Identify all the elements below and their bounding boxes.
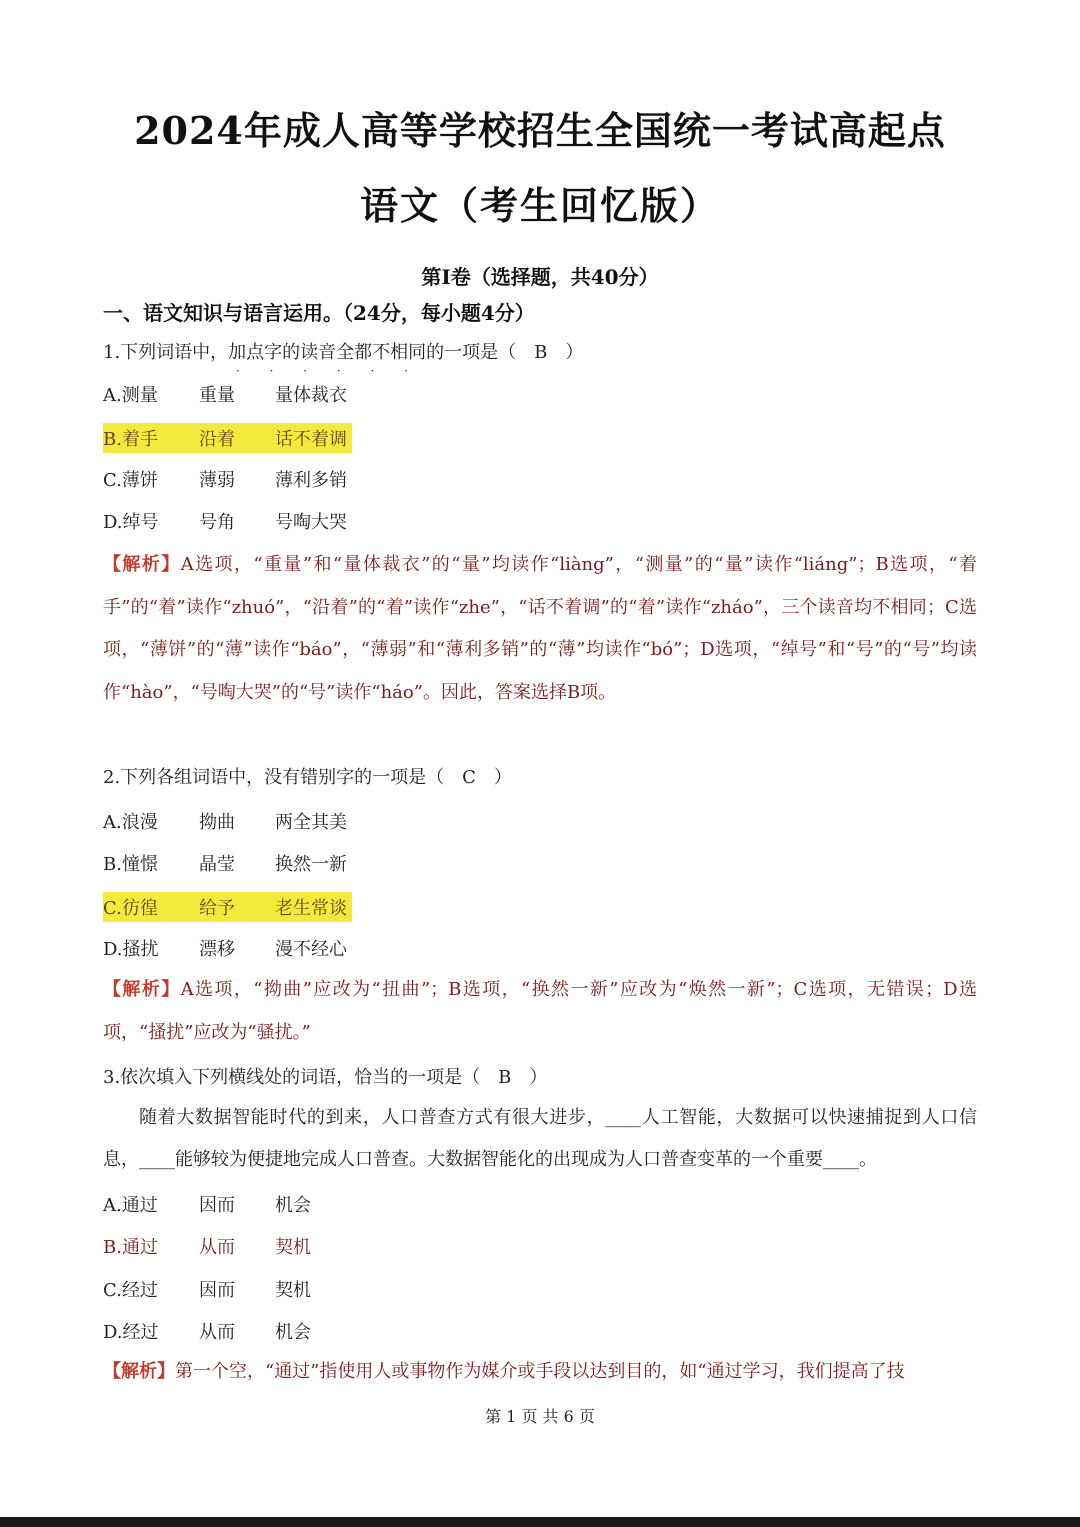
- analysis-text: 第一个空，“通过”指使用人或事物作为媒介或手段以达到目的，如“通过学习，我们提高了技: [175, 1361, 905, 1382]
- analysis-text: A选项，“拗曲”应改为“扭曲”；B选项，“换然一新”应改为“焕然一新”；C选项，无错误；D选项，“搔扰”应改为“骚扰。”: [103, 979, 978, 1043]
- analysis-text: A选项，“重量”和“量体裁衣”的“量”均读作“liàng”，“测量”的“量”读作“liáng”；B选项，“着手”的“着”读作“zhuó”，“沿着”的“着”读作“zhe”，“话不着调”的“着”读作“zháo”，三个读音均不相同；C选项，“薄饼”的“薄”读作“báo”，“薄弱”和“薄利多销”的“薄”均读作“bó”；D选项，“绰号”和“号”的“号”均读作“hào”，“号啕大哭”的“号”读作“háo”。因此，答案选择B项。: [103, 554, 978, 703]
- analysis-tag: 【解析】: [103, 1361, 175, 1382]
- q2-option-c-highlighted: [103, 892, 352, 922]
- analysis-tag: 【解析】: [103, 979, 181, 1000]
- q3-passage: 随着大数据智能时代的到来，人口普查方式有很大进步，____人工智能，大数据可以快速捕捉到人口信息，____能够较为便捷地完成人口普查。大数据智能化的出现成为人口普查变革的一个重要____。: [103, 1107, 977, 1170]
- option-word: 契机: [275, 1280, 311, 1301]
- option-word: 量体裁衣: [275, 385, 347, 406]
- q1-option-a: [103, 381, 347, 407]
- q1-option-b-highlighted: [103, 423, 352, 453]
- option-word: A.通过: [103, 1195, 158, 1216]
- q3-option-b: [103, 1233, 311, 1259]
- option-word: A.浪漫: [103, 812, 158, 833]
- option-word: 号啕大哭: [275, 512, 347, 533]
- q3-analysis: [103, 1351, 977, 1394]
- option-word: D.搔扰: [103, 939, 159, 960]
- page-footer: 第 1 页 共 6 页: [485, 1407, 595, 1426]
- option-word: D.经过: [103, 1322, 159, 1343]
- bottom-edge-bar: [0, 1517, 1080, 1527]
- q2-option-a: [103, 808, 347, 834]
- q1-analysis: [103, 544, 977, 714]
- option-word: 机会: [275, 1195, 311, 1216]
- option-word: 沿着: [199, 429, 235, 450]
- option-word: 契机: [275, 1237, 311, 1258]
- option-word: B.着手: [103, 429, 158, 450]
- option-word: 两全其美: [275, 812, 347, 833]
- question-2-stem: 2.下列各组词语中，没有错别字的一项是（ C ）: [103, 767, 512, 788]
- q3-option-d: [103, 1318, 311, 1344]
- option-word: D.绰号: [103, 512, 159, 533]
- emphasis-dots: · · · · · ·: [236, 364, 421, 378]
- option-word: 换然一新: [275, 854, 347, 875]
- option-word: 拗曲: [199, 812, 235, 833]
- question-3-stem: 3.依次填入下列横线处的词语，恰当的一项是（ B ）: [103, 1067, 548, 1088]
- question-1-stem: 1.下列词语中，加点字的读音全都不相同的一项是（ B ）: [103, 342, 584, 363]
- option-word: 老生常谈: [275, 898, 347, 919]
- option-word: 号角: [199, 512, 235, 533]
- option-word: 话不着调: [275, 429, 347, 450]
- option-word: 因而: [199, 1280, 235, 1301]
- q3-option-c: [103, 1276, 311, 1302]
- analysis-tag: 【解析】: [103, 554, 181, 575]
- q3-option-a: [103, 1191, 311, 1217]
- page-title: 2024年成人高等学校招生全国统一考试高起点: [134, 108, 946, 153]
- q1-option-c: [103, 466, 347, 492]
- option-word: A.测量: [103, 385, 158, 406]
- section-heading: 第Ⅰ卷（选择题，共40分）: [421, 265, 659, 289]
- option-word: B.憧憬: [103, 854, 158, 875]
- option-word: C.彷徨: [103, 898, 158, 919]
- option-word: 薄利多销: [275, 470, 347, 491]
- option-word: 薄弱: [199, 470, 235, 491]
- option-word: 漫不经心: [275, 939, 347, 960]
- option-word: C.经过: [103, 1280, 158, 1301]
- option-word: 从而: [199, 1322, 235, 1343]
- q2-analysis: [103, 969, 977, 1054]
- q2-option-b: [103, 850, 347, 876]
- q1-option-d: [103, 508, 347, 534]
- option-word: 机会: [275, 1322, 311, 1343]
- q2-option-d: [103, 935, 347, 961]
- option-word: C.薄饼: [103, 470, 158, 491]
- option-word: 因而: [199, 1195, 235, 1216]
- option-word: 漂移: [199, 939, 235, 960]
- part-heading: 一、语文知识与语言运用。（24分，每小题4分）: [103, 301, 535, 325]
- option-word: 从而: [199, 1237, 235, 1258]
- option-word: B.通过: [103, 1237, 158, 1258]
- option-word: 晶莹: [199, 854, 235, 875]
- page-subtitle: 语文（考生回忆版）: [359, 183, 720, 228]
- option-word: 重量: [199, 385, 235, 406]
- option-word: 给予: [199, 898, 235, 919]
